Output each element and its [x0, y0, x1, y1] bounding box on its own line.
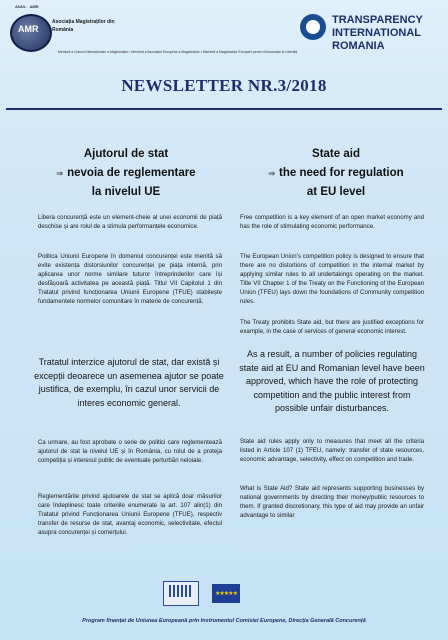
right-heading: [236, 145, 436, 202]
right-heading-line3: at EU level: [306, 186, 366, 198]
ti-logo-line1: TRANSPARENCY: [332, 14, 423, 26]
left-heading-line1: Ajutorul de stat: [83, 148, 169, 160]
amr-top-text: ANUL · AMR: [15, 4, 39, 9]
left-heading-line2-text: nevoia de reglementare: [67, 167, 196, 179]
ti-logo-line2: INTERNATIONAL: [332, 27, 422, 39]
header-membership-line: Membră a Uniunii Internaționale a Magistraților • Membră a Asociației Europene a Magistraților • Membră a Magistraților Europeni pentru Democrație și Libertăți: [58, 50, 298, 54]
right-quote: As a result, a number of policies regulating state aid at EU and Romanian level have been approved, which have the role of protecting competition and the public interest from possible unfair disturbances.: [239, 349, 425, 413]
arrow-icon: ⇒: [268, 169, 276, 178]
ti-logo-line3: ROMANIA: [332, 40, 385, 52]
left-paragraph-1: Libera concurență este un element-cheie al unei economii de piață deschise și are rolul de a stimula performanțele economice.: [38, 214, 222, 231]
left-paragraph-4: Reglementările privind ajutoarele de stat se aplică doar măsurilor care îndeplinesc toate criteriile enumerate la art. 107 alin(1) din Tratatul privind Funcționarea Uniunii Europene (TFUE), respectiv transfer de resurse de stat, avantaj economic, selectivitate, efectul asupra concurenței și comerțului.: [38, 493, 222, 537]
right-heading-line2-text: the need for regulation: [279, 167, 404, 179]
amr-name: Asociația Magistraților din România: [52, 19, 115, 33]
left-paragraph-2: Politica Uniunii Europene în domeniul concurenței este menită să evite existența distorsiunilor concurenței pe piața internă, prin aplicarea unor norme similare tuturor întreprinderilor care își desfășoară activitatea pe această piață. Titlul VII Capitolul 1 din Tratatul privind funcționarea Uniunii Europene (TFUE) stabilește fundamentele normelor comunitare în materie de concurență.: [38, 253, 222, 306]
ti-globe-icon: [300, 14, 326, 40]
title-divider: [6, 108, 442, 110]
right-paragraph-4: State aid rules apply only to measures that meet all the criteria listed in Article 107 (1) TFEU, namely: transfer of state resources, economic advantage, selectivity, effect on competition and trade.: [240, 438, 424, 464]
amr-logo-text: AMR: [18, 24, 39, 34]
left-paragraph-3: Ca urmare, au fost aprobate o serie de politici care reglementează ajutorul de stat la nivelul UE și în România, cu rolul de a proteja competiția și interesul public de eventuale perturbări neloiale.: [38, 439, 222, 465]
left-heading-line2: [26, 164, 226, 183]
european-commission-logo: [163, 581, 199, 606]
left-quote: Tratatul interzice ajutorul de stat, dar există și excepții deoarece un asemenea ajutor se poate justifica, de exemplu, în cazul unor servicii de interes economic general.: [34, 357, 224, 408]
left-heading: [26, 145, 226, 202]
header: [0, 0, 448, 66]
right-paragraph-1: Free competition is a key element of an open market economy and has the role of stimulating economic performance.: [240, 214, 424, 231]
left-heading-line3: la nivelul UE: [91, 186, 161, 198]
right-paragraph-3: The Treaty prohibits State aid, but there are justified exceptions for example, in the case of services of general economic interest.: [240, 319, 424, 336]
right-heading-line2: [236, 164, 436, 183]
right-paragraph-2: The European Union's competition policy is designed to ensure that there are no distortions of competition in the internal market by applying similar rules to all undertakings operating on the market. Title VII Chapter 1 of the Treaty on the Functioning of the European Union (TFEU) lays down the foundations of Community competition rules.: [240, 253, 424, 306]
right-paragraph-5: What is State Aid? State aid represents supporting businesses by national governments by directing their money/public resources to them. If granted discretionary, this type of aid may provide an unfair advantage to similar: [240, 485, 424, 520]
eu-flag-icon: ★★★★★: [212, 584, 240, 603]
footer-funding-note: Program finanțat de Uniunea Europeană prin Instrumentul Comisiei Europene, Direcția Generală Concurență: [82, 618, 366, 624]
arrow-icon: ⇒: [56, 169, 64, 178]
right-heading-line1: State aid: [312, 148, 360, 160]
newsletter-title: NEWSLETTER NR.3/2018: [121, 76, 327, 95]
